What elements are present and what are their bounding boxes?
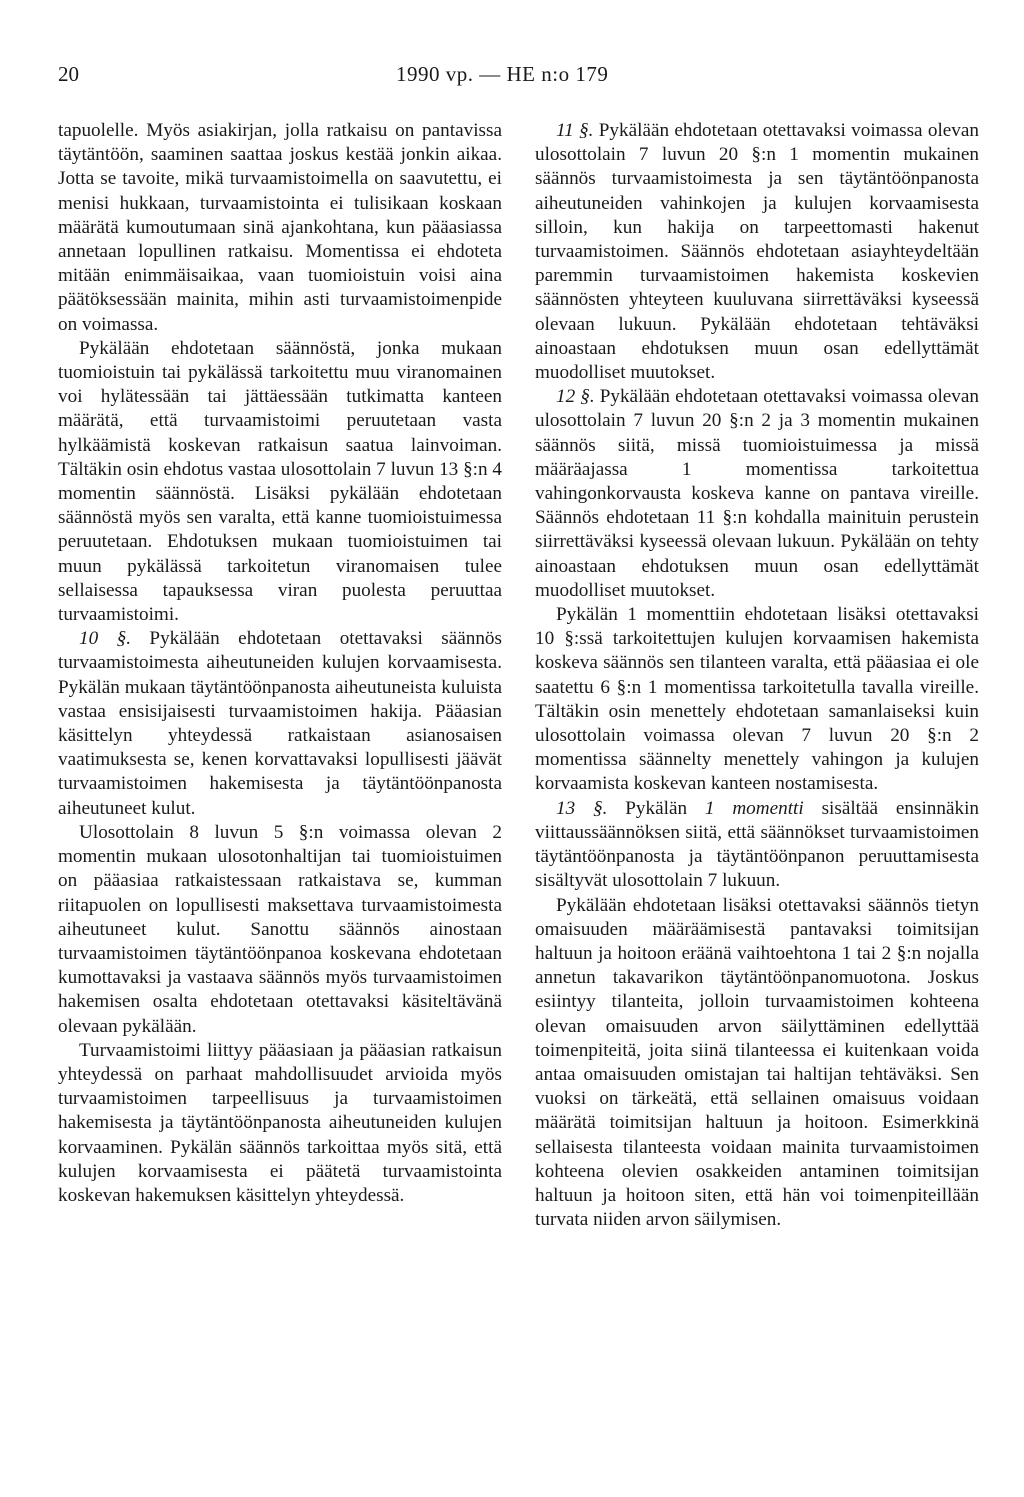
paragraph-section-13 [535, 797, 979, 894]
section-label: 12 §. [556, 386, 595, 408]
paragraph: Ulosottolain 8 luvun 5 §:n voimassa olevan 2 momentin mukaan ulosotonhaltijan tai tuomioistuimen on pääasiaa ratkaistessaan ratkaistava se, kumman riitapuolen on lopullisesti maksettava turvaamistoimesta aiheutuneet kulut. Sanottu säännös ainostaan turvaamistoimen täytäntöönpanoa koskevana ehdotetaan kumottavaksi ja vastaava säännös myös turvaamistoimen hakemisen osalta ehdotetaan otettavaksi käsiteltävänä olevaan pykälään. [58, 821, 502, 1037]
left-column [58, 119, 502, 1208]
paragraph-text: Pykälän [607, 797, 705, 819]
section-label: 11 §. [556, 120, 594, 141]
page-header [58, 62, 978, 92]
section-label: 10 §. [79, 628, 131, 650]
section-label: 13 §. [556, 797, 608, 819]
paragraph-section-11 [535, 119, 979, 385]
paragraph-text: sisältää ensinnäkin viittaussäännöksen siitä, että säännökset turvaamistoimen täytäntöönpanosta ja täytäntöönpanon peruuttamisesta sisältyvät ulosottolain 7 lukuun. [535, 797, 979, 892]
right-column [535, 119, 979, 1232]
page-number: 20 [58, 62, 79, 86]
paragraph: Pykälään ehdotetaan lisäksi otettavaksi säännös tietyn omaisuuden määräämisestä pantavaksi toimitsijan haltuun ja hoitoon eräänä vaihtoehtona 1 tai 2 §:n nojalla annetun takavarikon täytäntöönpanomuotona. Joskus esiintyy tilanteita, jolloin turvaamistoimen kohteena olevan omaisuuden arvon säilyttäminen edellyttää toimenpiteitä, joita siinä tilanteessa ei kuitenkaan voida antaa omaisuuden omistajan tai haltijan tehtäväksi. Sen vuoksi on tärkeätä, että sellainen omaisuus voidaan määrätä toimitsijan haltuun ja hoitoon. Esimerkkinä sellaisesta tilanteesta voidaan mainita turvaamistoimen kohteena olevien osakkeiden antaminen toimitsijan haltuun ja hoitoon siten, että hän voi toimenpiteillään turvata niiden arvon säilymisen. [535, 894, 979, 1231]
paragraph: Pykälään ehdotetaan säännöstä, jonka mukaan tuomioistuin tai pykälässä tarkoitettu muu viranomainen voi hylätessään tai jättäessään tutkimatta kanteen määrätä, että turvaamistoimi peruutetaan vasta hylkäämistä koskevan ratkaisun saatua lainvoiman. Tältäkin osin ehdotus vastaa ulosottolain 7 luvun 13 §:n 4 momentin säännöstä. Lisäksi pykälään ehdotetaan säännöstä myös sen varalta, että kanne tuomioistuimessa peruutetaan. Ehdotuksen mukaan tuomioistuimen tai muun pykälässä tarkoitetun viranomaisen tulee sellaisessa tapauksessa viran puolesta peruuttaa turvaamistoimi. [58, 337, 502, 626]
emphasis-text: 1 momentti [704, 797, 804, 819]
paragraph-section-12 [535, 385, 979, 603]
paragraph: Pykälän 1 momenttiin ehdotetaan lisäksi otettavaksi 10 §:ssä tarkoitettujen kulujen korvaamisen hakemista koskeva säännös sen tilanteen varalta, että pääasiaa ei ole saatettu 6 §:n 1 momentissa tarkoitetulla tavalla vireille. Tältäkin osin menettely ehdotetaan samanlaiseksi kuin ulosottolain voimassa olevan 7 luvun 20 §:n 2 momentissa säännelty menettely vahingon ja kulujen korvaamista koskevan kanteen nostamisesta. [535, 604, 979, 795]
running-title: 1990 vp. — HE n:o 179 [396, 62, 609, 86]
paragraph-section-10 [58, 627, 502, 821]
paragraph: Turvaamistoimi liittyy pääasiaan ja pääasian ratkaisun yhteydessä on parhaat mahdollisuudet arvioida myös turvaamistoimen tarpeellisuus ja turvaamistoimen hakemisesta ja täytäntöönpanosta aiheutuneiden kulujen korvaaminen. Pykälän säännös tarkoittaa myös sitä, että kulujen korvaamisesta ei päätetä turvaamistointa koskevan hakemuksen käsittelyn yhteydessä. [58, 1039, 502, 1206]
paragraph-text: Pykälään ehdotetaan otettavaksi voimassa olevan ulosottolain 7 luvun 20 §:n 2 ja 3 momentin mukainen säännös siitä, missä tuomioistuimessa ja missä määräajassa 1 momentissa tarkoitettua vahingonkorvausta koskeva kanne on pantava vireille. Säännös ehdotetaan 11 §:n kohdalla mainituin perustein siirrettäväksi kyseessä olevaan lukuun. Pykälään on tehty ainoastaan ehdotuksen muun osan edellyttämät muodolliset muutokset. [535, 386, 979, 601]
paragraph-text: Pykälään ehdotetaan otettavaksi säännös turvaamistoimesta aiheutuneiden kulujen korvaamisesta. Pykälän mukaan täytäntöönpanosta aiheutuneista kuluista vastaa ensisijaisesti turvaamistoimen hakija. Pääasian käsittelyn yhteydessä ratkaistaan asianosaisen vaatimuksesta se, kenen korvattavaksi lopullisesti jäävät turvaamistoimen hakemisesta ja täytäntöönpanosta aiheutuneet kulut. [58, 628, 502, 819]
paragraph-text: Pykälään ehdotetaan otettavaksi voimassa olevan ulosottolain 7 luvun 20 §:n 1 momentin mukainen säännös turvaamistoimesta ja sen täytäntöönpanosta aiheutuneiden vahinkojen ja kulujen korvaamisesta silloin, kun hakija on tarpeettomasti hakenut turvaamistoimen. Säännös ehdotetaan asiayhteydeltään paremmin turvaamistoimen hakemista koskevien säännösten yhteyteen kuuluvana siirrettäväksi kyseessä olevaan lukuun. Pykälään ehdotetaan tehtäväksi ainoastaan ehdotuksen muun osan edellyttämät muodolliset muutokset. [535, 120, 979, 384]
paragraph-continuation: tapuolelle. Myös asiakirjan, jolla ratkaisu on pantavissa täytäntöön, saaminen saattaa joskus kestää jonkin aikaa. Jotta se tavoite, mikä turvaamistoimella on saavutettu, ei menisi hukkaan, turvaamistointa ei tulisikaan koskaan määrätä kumoutumaan sinä ajankohtana, kun pääasiassa annetaan lopullinen ratkaisu. Momentissa ei ehdoteta mitään enimmäisaikaa, vaan tuomioistuin voisi aina päätöksessään mainita, mihin asti turvaamistoimenpide on voimassa. [58, 120, 502, 335]
